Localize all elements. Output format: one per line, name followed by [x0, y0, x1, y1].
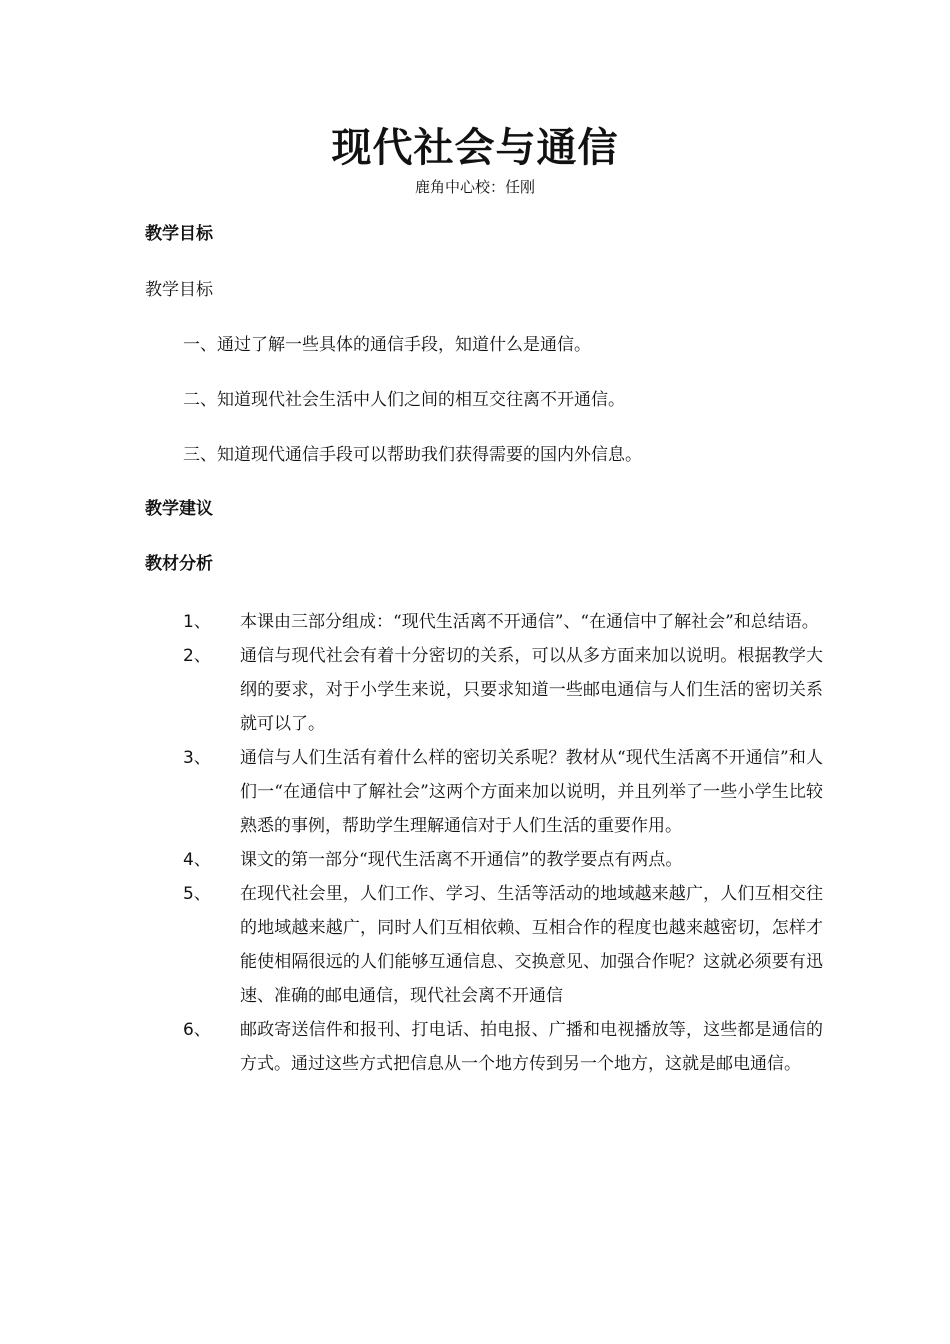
list-item-text: 课文的第一部分“现代生活离不开通信”的教学要点有两点。 — [240, 850, 683, 870]
list-item — [183, 1013, 823, 1081]
list-item — [183, 639, 823, 741]
list-item-number: 6、 — [183, 1020, 211, 1040]
list-item-text: 通信与现代社会有着十分密切的关系，可以从多方面来加以说明。根据教学大纲的要求，对于小学生来说，只要求知道一些邮电通信与人们生活的密切关系就可以了。 — [240, 646, 823, 734]
section-heading-material-analysis: 教材分析 — [145, 554, 213, 574]
section-heading-teaching-goals: 教学目标 — [145, 224, 213, 244]
list-item-text: 在现代社会里，人们工作、学习、生活等活动的地域越来越广，人们互相交往的地域越来越广，同时人们互相依赖、互相合作的程度也越来越密切，怎样才能使相隔很远的人们能够互通信息、交换意见、加强合作呢？这就必须要有迅速、准确的邮电通信，现代社会离不开通信 — [240, 884, 823, 1006]
list-item — [183, 741, 823, 843]
list-item-number: 5、 — [183, 884, 211, 904]
list-item-text: 通信与人们生活有着什么样的密切关系呢？教材从“现代生活离不开通信”和人们一“在通信中了解社会”这两个方面来加以说明，并且列举了一些小学生比较熟悉的事例，帮助学生理解通信对于人们生活的重要作用。 — [240, 748, 823, 836]
list-item — [183, 843, 823, 877]
list-item-text: 本课由三部分组成：“现代生活离不开通信”、“在通信中了解社会”和总结语。 — [240, 612, 819, 632]
page-title: 现代社会与通信 — [331, 125, 619, 171]
list-item-text: 邮政寄送信件和报刊、打电话、拍电报、广播和电视播放等，这些都是通信的方式。通过这些方式把信息从一个地方传到另一个地方，这就是邮电通信。 — [240, 1020, 823, 1074]
list-item-number: 3、 — [183, 748, 211, 768]
section-heading-teaching-suggestions: 教学建议 — [145, 499, 213, 519]
list-item — [183, 877, 823, 1013]
goal-item-3: 三、知道现代通信手段可以帮助我们获得需要的国内外信息。 — [183, 445, 642, 465]
subheading-teaching-goals: 教学目标 — [145, 280, 213, 300]
list-item-number: 1、 — [183, 612, 211, 632]
list-item — [183, 605, 823, 639]
goal-item-2: 二、知道现代社会生活中人们之间的相互交往离不开通信。 — [183, 390, 625, 410]
author-line: 鹿角中心校：任刚 — [414, 178, 535, 196]
goal-item-1: 一、通过了解一些具体的通信手段，知道什么是通信。 — [183, 335, 591, 355]
list-item-number: 2、 — [183, 646, 211, 666]
material-analysis-list — [183, 605, 823, 1081]
list-item-number: 4、 — [183, 850, 211, 870]
